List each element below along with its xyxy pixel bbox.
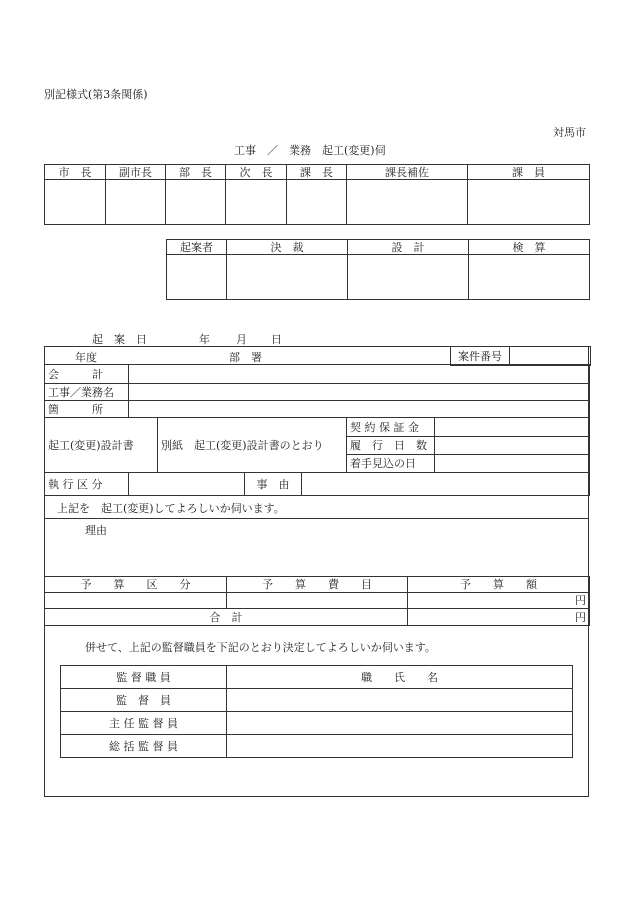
budget-amount-value: 円 [408, 593, 590, 609]
header-decision: 決 裁 [227, 240, 348, 255]
supervisor-name[interactable] [227, 689, 573, 712]
budget-amount-header: 予 算 額 [408, 577, 590, 593]
draft-day-label: 日 [271, 333, 282, 346]
case-number-value[interactable] [510, 347, 591, 366]
header-drafter: 起案者 [167, 240, 227, 255]
stamp-cell [287, 180, 347, 225]
stamp-cell [167, 255, 227, 300]
case-number-table [450, 346, 591, 366]
reason-heading: 理由 [85, 524, 107, 537]
city-name: 対馬市 [553, 126, 586, 139]
main-form [44, 346, 589, 797]
header-assistant-chief: 課長補佐 [347, 165, 468, 180]
execution-class-label: 執 行 区 分 [45, 473, 129, 496]
header-mayor: 市 長 [45, 165, 106, 180]
stamp-cell [45, 180, 106, 225]
header-section-chief: 課 長 [287, 165, 347, 180]
stamp-cell [227, 255, 348, 300]
accounting-value[interactable] [129, 365, 590, 384]
department-label: 部 署 [229, 351, 262, 364]
supervisor-intro: 併せて、上記の監督職員を下記のとおり決定してよろしいか伺います。 [85, 641, 436, 654]
contract-deposit-label: 契 約 保 証 金 [347, 418, 435, 437]
start-date-label: 着手見込の日 [347, 455, 435, 473]
supervisor-role: 監 督 員 [61, 689, 227, 712]
execution-class-value[interactable] [129, 473, 245, 496]
total-amount: 円 [408, 609, 590, 626]
stamp-cell [347, 180, 468, 225]
chief-supervisor-role: 主 任 監 督 員 [61, 712, 227, 735]
stamp-cell [106, 180, 166, 225]
header-staff: 課 員 [468, 165, 590, 180]
stamp-cell [226, 180, 287, 225]
header-design: 設 計 [348, 240, 469, 255]
budget-class-value[interactable] [45, 593, 227, 609]
project-name-value[interactable] [129, 384, 590, 401]
design-doc-label: 起工(変更)設計書 [45, 418, 158, 473]
budget-class-header: 予 算 区 分 [45, 577, 227, 593]
general-supervisor-role: 総 括 監 督 員 [61, 735, 227, 758]
info-table [44, 364, 590, 418]
fiscal-year-label: 年度 [75, 351, 97, 364]
general-supervisor-name[interactable] [227, 735, 573, 758]
stamp-cell [469, 255, 590, 300]
accounting-label: 会 計 [45, 365, 129, 384]
chief-supervisor-name[interactable] [227, 712, 573, 735]
duration-days-value[interactable] [435, 437, 590, 455]
start-date-value[interactable] [435, 455, 590, 473]
budget-table [44, 576, 590, 626]
stamp-cell [166, 180, 226, 225]
check-table [166, 239, 590, 300]
stamp-cell [348, 255, 469, 300]
draft-month-label: 月 [236, 333, 247, 346]
supervisor-role-header: 監 督 職 員 [61, 666, 227, 689]
supervisor-name-header: 職 氏 名 [227, 666, 573, 689]
budget-item-header: 予 算 費 目 [227, 577, 408, 593]
project-name-label: 工事／業務名 [45, 384, 129, 401]
reason-value[interactable] [302, 473, 590, 496]
header-department-head: 部 長 [166, 165, 226, 180]
design-table [44, 417, 590, 473]
form-label: 別記様式(第3条関係) [44, 88, 148, 101]
divider [44, 518, 589, 519]
header-deputy-head: 次 長 [226, 165, 287, 180]
duration-days-label: 履 行 日 数 [347, 437, 435, 455]
design-doc-value: 別紙 起工(変更)設計書のとおり [158, 418, 347, 473]
location-label: 箇 所 [45, 401, 129, 418]
header-verification: 検 算 [469, 240, 590, 255]
contract-deposit-value[interactable] [435, 418, 590, 437]
supervisor-table [60, 665, 573, 758]
total-label: 合 計 [45, 609, 408, 626]
approval-table [44, 164, 590, 225]
reason-label: 事 由 [245, 473, 302, 496]
page-title: 工事 ／ 業務 起工(変更)伺 [234, 144, 386, 157]
location-value[interactable] [129, 401, 590, 418]
header-deputy-mayor: 副市長 [106, 165, 166, 180]
execution-table [44, 472, 590, 496]
stamp-cell [468, 180, 590, 225]
draft-year-label: 年 [199, 333, 210, 346]
budget-item-value[interactable] [227, 593, 408, 609]
case-number-label: 案件番号 [451, 347, 510, 366]
draft-date-label: 起 案 日 [92, 333, 147, 346]
request-text: 上記を 起工(変更)してよろしいか伺います。 [57, 502, 285, 515]
